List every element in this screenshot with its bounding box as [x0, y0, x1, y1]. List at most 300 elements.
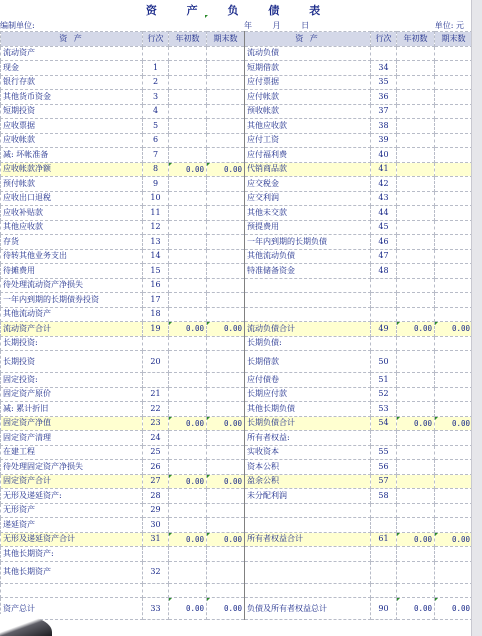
liability-begin-cell[interactable] [397, 547, 435, 562]
liability-end-cell[interactable] [435, 373, 473, 388]
asset-begin-cell[interactable] [169, 322, 207, 337]
liability-end-cell[interactable] [435, 206, 473, 221]
liability-end-cell[interactable] [435, 489, 473, 504]
asset-line-cell[interactable] [143, 547, 169, 562]
liability-line-cell[interactable] [371, 322, 397, 337]
asset-name-cell[interactable] [1, 489, 143, 504]
liability-name-cell[interactable] [245, 249, 371, 264]
asset-name-cell[interactable] [1, 119, 143, 134]
asset-end-cell[interactable] [207, 547, 245, 562]
asset-end-cell[interactable] [207, 206, 245, 221]
liability-end-cell[interactable] [435, 293, 473, 308]
liability-line-cell[interactable] [371, 191, 397, 206]
liability-name-cell[interactable] [245, 598, 371, 620]
liability-end-cell[interactable] [435, 220, 473, 235]
asset-name-cell[interactable] [1, 518, 143, 533]
asset-begin-cell[interactable] [169, 489, 207, 504]
liability-name-cell[interactable] [245, 445, 371, 460]
liability-name-cell[interactable] [245, 489, 371, 504]
asset-line-cell[interactable] [143, 235, 169, 250]
liability-name-cell[interactable] [245, 104, 371, 119]
liability-line-cell[interactable] [371, 46, 397, 61]
liability-line-cell[interactable] [371, 445, 397, 460]
asset-end-cell[interactable] [207, 90, 245, 105]
asset-begin-cell[interactable] [169, 278, 207, 293]
asset-name-cell[interactable] [1, 249, 143, 264]
asset-end-cell[interactable] [207, 148, 245, 163]
liability-line-cell[interactable] [371, 583, 397, 598]
asset-line-cell[interactable] [143, 373, 169, 388]
liability-begin-cell[interactable] [397, 445, 435, 460]
liability-line-cell[interactable] [371, 474, 397, 489]
asset-line-cell[interactable] [143, 561, 169, 583]
asset-name-cell[interactable] [1, 336, 143, 351]
liability-name-cell[interactable] [245, 431, 371, 446]
liability-begin-cell[interactable] [397, 387, 435, 402]
liability-begin-cell[interactable] [397, 460, 435, 475]
asset-begin-cell[interactable] [169, 162, 207, 177]
asset-end-cell[interactable] [207, 293, 245, 308]
liability-name-cell[interactable] [245, 206, 371, 221]
liability-begin-cell[interactable] [397, 583, 435, 598]
asset-end-cell[interactable] [207, 61, 245, 76]
asset-end-cell[interactable] [207, 583, 245, 598]
liability-name-cell[interactable] [245, 61, 371, 76]
liability-name-cell[interactable] [245, 322, 371, 337]
asset-line-cell[interactable] [143, 119, 169, 134]
liability-end-cell[interactable] [435, 307, 473, 322]
asset-name-cell[interactable] [1, 162, 143, 177]
liability-end-cell[interactable] [435, 561, 473, 583]
asset-line-cell[interactable] [143, 75, 169, 90]
asset-line-cell[interactable] [143, 431, 169, 446]
asset-begin-cell[interactable] [169, 119, 207, 134]
asset-name-cell[interactable] [1, 416, 143, 431]
liability-line-cell[interactable] [371, 532, 397, 547]
asset-begin-cell[interactable] [169, 75, 207, 90]
asset-end-cell[interactable] [207, 387, 245, 402]
liability-line-cell[interactable] [371, 148, 397, 163]
asset-begin-cell[interactable] [169, 148, 207, 163]
liability-begin-cell[interactable] [397, 148, 435, 163]
asset-line-cell[interactable] [143, 191, 169, 206]
asset-name-cell[interactable] [1, 46, 143, 61]
liability-begin-cell[interactable] [397, 373, 435, 388]
asset-end-cell[interactable] [207, 104, 245, 119]
liability-name-cell[interactable] [245, 518, 371, 533]
liability-end-cell[interactable] [435, 460, 473, 475]
asset-line-cell[interactable] [143, 351, 169, 373]
asset-end-cell[interactable] [207, 532, 245, 547]
asset-end-cell[interactable] [207, 249, 245, 264]
asset-end-cell[interactable] [207, 373, 245, 388]
liability-name-cell[interactable] [245, 220, 371, 235]
liability-begin-cell[interactable] [397, 322, 435, 337]
liability-end-cell[interactable] [435, 90, 473, 105]
asset-end-cell[interactable] [207, 598, 245, 620]
liability-name-cell[interactable] [245, 460, 371, 475]
asset-name-cell[interactable] [1, 402, 143, 417]
liability-name-cell[interactable] [245, 474, 371, 489]
asset-line-cell[interactable] [143, 278, 169, 293]
asset-line-cell[interactable] [143, 61, 169, 76]
liability-line-cell[interactable] [371, 598, 397, 620]
asset-end-cell[interactable] [207, 46, 245, 61]
asset-begin-cell[interactable] [169, 387, 207, 402]
asset-line-cell[interactable] [143, 387, 169, 402]
liability-line-cell[interactable] [371, 264, 397, 279]
liability-begin-cell[interactable] [397, 278, 435, 293]
liability-line-cell[interactable] [371, 351, 397, 373]
liability-name-cell[interactable] [245, 532, 371, 547]
asset-line-cell[interactable] [143, 503, 169, 518]
asset-line-cell[interactable] [143, 532, 169, 547]
liability-end-cell[interactable] [435, 532, 473, 547]
asset-end-cell[interactable] [207, 474, 245, 489]
asset-name-cell[interactable] [1, 503, 143, 518]
liability-end-cell[interactable] [435, 547, 473, 562]
asset-line-cell[interactable] [143, 90, 169, 105]
asset-line-cell[interactable] [143, 104, 169, 119]
liability-end-cell[interactable] [435, 249, 473, 264]
liability-end-cell[interactable] [435, 133, 473, 148]
asset-name-cell[interactable] [1, 460, 143, 475]
liability-end-cell[interactable] [435, 75, 473, 90]
asset-end-cell[interactable] [207, 489, 245, 504]
asset-begin-cell[interactable] [169, 336, 207, 351]
liability-begin-cell[interactable] [397, 474, 435, 489]
asset-begin-cell[interactable] [169, 373, 207, 388]
liability-begin-cell[interactable] [397, 351, 435, 373]
asset-end-cell[interactable] [207, 445, 245, 460]
asset-name-cell[interactable] [1, 431, 143, 446]
liability-begin-cell[interactable] [397, 518, 435, 533]
liability-line-cell[interactable] [371, 307, 397, 322]
asset-begin-cell[interactable] [169, 503, 207, 518]
liability-name-cell[interactable] [245, 264, 371, 279]
liability-line-cell[interactable] [371, 104, 397, 119]
liability-name-cell[interactable] [245, 148, 371, 163]
asset-begin-cell[interactable] [169, 235, 207, 250]
asset-begin-cell[interactable] [169, 431, 207, 446]
asset-name-cell[interactable] [1, 293, 143, 308]
liability-end-cell[interactable] [435, 387, 473, 402]
liability-begin-cell[interactable] [397, 177, 435, 192]
liability-end-cell[interactable] [435, 148, 473, 163]
asset-name-cell[interactable] [1, 133, 143, 148]
asset-line-cell[interactable] [143, 177, 169, 192]
liability-end-cell[interactable] [435, 598, 473, 620]
liability-end-cell[interactable] [435, 119, 473, 134]
asset-end-cell[interactable] [207, 235, 245, 250]
liability-begin-cell[interactable] [397, 162, 435, 177]
liability-name-cell[interactable] [245, 583, 371, 598]
liability-begin-cell[interactable] [397, 191, 435, 206]
liability-end-cell[interactable] [435, 235, 473, 250]
asset-name-cell[interactable] [1, 235, 143, 250]
liability-end-cell[interactable] [435, 46, 473, 61]
asset-name-cell[interactable] [1, 264, 143, 279]
asset-begin-cell[interactable] [169, 351, 207, 373]
asset-name-cell[interactable] [1, 191, 143, 206]
liability-end-cell[interactable] [435, 445, 473, 460]
asset-name-cell[interactable] [1, 90, 143, 105]
liability-line-cell[interactable] [371, 336, 397, 351]
asset-begin-cell[interactable] [169, 177, 207, 192]
asset-end-cell[interactable] [207, 416, 245, 431]
asset-end-cell[interactable] [207, 518, 245, 533]
asset-line-cell[interactable] [143, 220, 169, 235]
liability-begin-cell[interactable] [397, 220, 435, 235]
liability-end-cell[interactable] [435, 264, 473, 279]
liability-line-cell[interactable] [371, 133, 397, 148]
liability-line-cell[interactable] [371, 402, 397, 417]
liability-begin-cell[interactable] [397, 416, 435, 431]
liability-begin-cell[interactable] [397, 598, 435, 620]
asset-name-cell[interactable] [1, 75, 143, 90]
asset-line-cell[interactable] [143, 445, 169, 460]
asset-end-cell[interactable] [207, 307, 245, 322]
asset-line-cell[interactable] [143, 474, 169, 489]
asset-begin-cell[interactable] [169, 583, 207, 598]
liability-line-cell[interactable] [371, 489, 397, 504]
liability-begin-cell[interactable] [397, 75, 435, 90]
liability-begin-cell[interactable] [397, 61, 435, 76]
asset-end-cell[interactable] [207, 177, 245, 192]
asset-begin-cell[interactable] [169, 307, 207, 322]
liability-begin-cell[interactable] [397, 235, 435, 250]
asset-begin-cell[interactable] [169, 104, 207, 119]
liability-name-cell[interactable] [245, 162, 371, 177]
asset-begin-cell[interactable] [169, 46, 207, 61]
liability-name-cell[interactable] [245, 351, 371, 373]
liability-end-cell[interactable] [435, 583, 473, 598]
asset-name-cell[interactable] [1, 177, 143, 192]
liability-name-cell[interactable] [245, 307, 371, 322]
liability-name-cell[interactable] [245, 561, 371, 583]
asset-line-cell[interactable] [143, 416, 169, 431]
asset-line-cell[interactable] [143, 148, 169, 163]
asset-name-cell[interactable] [1, 220, 143, 235]
liability-name-cell[interactable] [245, 416, 371, 431]
liability-begin-cell[interactable] [397, 431, 435, 446]
liability-line-cell[interactable] [371, 431, 397, 446]
liability-name-cell[interactable] [245, 177, 371, 192]
asset-line-cell[interactable] [143, 293, 169, 308]
asset-end-cell[interactable] [207, 191, 245, 206]
asset-name-cell[interactable] [1, 148, 143, 163]
liability-line-cell[interactable] [371, 561, 397, 583]
asset-name-cell[interactable] [1, 322, 143, 337]
liability-line-cell[interactable] [371, 387, 397, 402]
liability-end-cell[interactable] [435, 61, 473, 76]
liability-name-cell[interactable] [245, 402, 371, 417]
asset-line-cell[interactable] [143, 307, 169, 322]
asset-end-cell[interactable] [207, 119, 245, 134]
asset-begin-cell[interactable] [169, 90, 207, 105]
asset-begin-cell[interactable] [169, 474, 207, 489]
liability-end-cell[interactable] [435, 322, 473, 337]
liability-begin-cell[interactable] [397, 489, 435, 504]
liability-name-cell[interactable] [245, 373, 371, 388]
liability-end-cell[interactable] [435, 177, 473, 192]
asset-line-cell[interactable] [143, 162, 169, 177]
asset-end-cell[interactable] [207, 162, 245, 177]
liability-begin-cell[interactable] [397, 249, 435, 264]
asset-line-cell[interactable] [143, 518, 169, 533]
asset-end-cell[interactable] [207, 75, 245, 90]
asset-begin-cell[interactable] [169, 264, 207, 279]
asset-name-cell[interactable] [1, 351, 143, 373]
asset-begin-cell[interactable] [169, 460, 207, 475]
liability-line-cell[interactable] [371, 220, 397, 235]
asset-line-cell[interactable] [143, 583, 169, 598]
liability-line-cell[interactable] [371, 90, 397, 105]
asset-end-cell[interactable] [207, 133, 245, 148]
liability-line-cell[interactable] [371, 547, 397, 562]
liability-line-cell[interactable] [371, 416, 397, 431]
liability-name-cell[interactable] [245, 336, 371, 351]
liability-begin-cell[interactable] [397, 307, 435, 322]
asset-line-cell[interactable] [143, 322, 169, 337]
asset-begin-cell[interactable] [169, 220, 207, 235]
liability-line-cell[interactable] [371, 162, 397, 177]
asset-end-cell[interactable] [207, 278, 245, 293]
asset-name-cell[interactable] [1, 561, 143, 583]
liability-end-cell[interactable] [435, 162, 473, 177]
asset-begin-cell[interactable] [169, 249, 207, 264]
liability-end-cell[interactable] [435, 336, 473, 351]
asset-end-cell[interactable] [207, 264, 245, 279]
liability-line-cell[interactable] [371, 293, 397, 308]
asset-name-cell[interactable] [1, 532, 143, 547]
liability-name-cell[interactable] [245, 119, 371, 134]
liability-line-cell[interactable] [371, 75, 397, 90]
liability-end-cell[interactable] [435, 191, 473, 206]
asset-begin-cell[interactable] [169, 293, 207, 308]
asset-line-cell[interactable] [143, 133, 169, 148]
liability-line-cell[interactable] [371, 503, 397, 518]
liability-begin-cell[interactable] [397, 264, 435, 279]
asset-name-cell[interactable] [1, 206, 143, 221]
liability-begin-cell[interactable] [397, 293, 435, 308]
asset-begin-cell[interactable] [169, 547, 207, 562]
liability-name-cell[interactable] [245, 46, 371, 61]
asset-end-cell[interactable] [207, 503, 245, 518]
asset-line-cell[interactable] [143, 460, 169, 475]
asset-line-cell[interactable] [143, 336, 169, 351]
liability-line-cell[interactable] [371, 119, 397, 134]
asset-name-cell[interactable] [1, 474, 143, 489]
asset-line-cell[interactable] [143, 598, 169, 620]
liability-line-cell[interactable] [371, 249, 397, 264]
liability-end-cell[interactable] [435, 351, 473, 373]
liability-name-cell[interactable] [245, 293, 371, 308]
liability-begin-cell[interactable] [397, 402, 435, 417]
liability-end-cell[interactable] [435, 416, 473, 431]
asset-name-cell[interactable] [1, 104, 143, 119]
asset-name-cell[interactable] [1, 278, 143, 293]
asset-begin-cell[interactable] [169, 445, 207, 460]
asset-end-cell[interactable] [207, 220, 245, 235]
liability-begin-cell[interactable] [397, 503, 435, 518]
asset-line-cell[interactable] [143, 46, 169, 61]
liability-line-cell[interactable] [371, 177, 397, 192]
liability-line-cell[interactable] [371, 235, 397, 250]
asset-name-cell[interactable] [1, 583, 143, 598]
asset-begin-cell[interactable] [169, 133, 207, 148]
liability-name-cell[interactable] [245, 503, 371, 518]
liability-begin-cell[interactable] [397, 206, 435, 221]
liability-begin-cell[interactable] [397, 336, 435, 351]
liability-end-cell[interactable] [435, 431, 473, 446]
liability-begin-cell[interactable] [397, 46, 435, 61]
asset-end-cell[interactable] [207, 561, 245, 583]
asset-line-cell[interactable] [143, 264, 169, 279]
asset-line-cell[interactable] [143, 206, 169, 221]
liability-end-cell[interactable] [435, 104, 473, 119]
liability-begin-cell[interactable] [397, 532, 435, 547]
asset-begin-cell[interactable] [169, 598, 207, 620]
liability-begin-cell[interactable] [397, 90, 435, 105]
liability-name-cell[interactable] [245, 133, 371, 148]
liability-name-cell[interactable] [245, 387, 371, 402]
liability-line-cell[interactable] [371, 278, 397, 293]
asset-name-cell[interactable] [1, 307, 143, 322]
asset-begin-cell[interactable] [169, 206, 207, 221]
asset-begin-cell[interactable] [169, 518, 207, 533]
liability-line-cell[interactable] [371, 518, 397, 533]
liability-begin-cell[interactable] [397, 561, 435, 583]
asset-begin-cell[interactable] [169, 416, 207, 431]
asset-name-cell[interactable] [1, 547, 143, 562]
asset-name-cell[interactable] [1, 61, 143, 76]
liability-name-cell[interactable] [245, 278, 371, 293]
liability-line-cell[interactable] [371, 460, 397, 475]
liability-end-cell[interactable] [435, 474, 473, 489]
liability-begin-cell[interactable] [397, 119, 435, 134]
liability-line-cell[interactable] [371, 61, 397, 76]
asset-end-cell[interactable] [207, 351, 245, 373]
asset-name-cell[interactable] [1, 445, 143, 460]
liability-name-cell[interactable] [245, 547, 371, 562]
asset-end-cell[interactable] [207, 460, 245, 475]
asset-begin-cell[interactable] [169, 402, 207, 417]
liability-end-cell[interactable] [435, 402, 473, 417]
liability-begin-cell[interactable] [397, 133, 435, 148]
liability-line-cell[interactable] [371, 206, 397, 221]
asset-line-cell[interactable] [143, 249, 169, 264]
liability-name-cell[interactable] [245, 235, 371, 250]
asset-end-cell[interactable] [207, 336, 245, 351]
asset-begin-cell[interactable] [169, 61, 207, 76]
liability-end-cell[interactable] [435, 518, 473, 533]
asset-line-cell[interactable] [143, 489, 169, 504]
liability-name-cell[interactable] [245, 191, 371, 206]
liability-end-cell[interactable] [435, 503, 473, 518]
asset-line-cell[interactable] [143, 402, 169, 417]
asset-begin-cell[interactable] [169, 191, 207, 206]
liability-end-cell[interactable] [435, 278, 473, 293]
liability-name-cell[interactable] [245, 75, 371, 90]
asset-name-cell[interactable] [1, 387, 143, 402]
liability-line-cell[interactable] [371, 373, 397, 388]
asset-name-cell[interactable] [1, 373, 143, 388]
asset-begin-cell[interactable] [169, 561, 207, 583]
asset-begin-cell[interactable] [169, 532, 207, 547]
asset-end-cell[interactable] [207, 402, 245, 417]
asset-end-cell[interactable] [207, 322, 245, 337]
